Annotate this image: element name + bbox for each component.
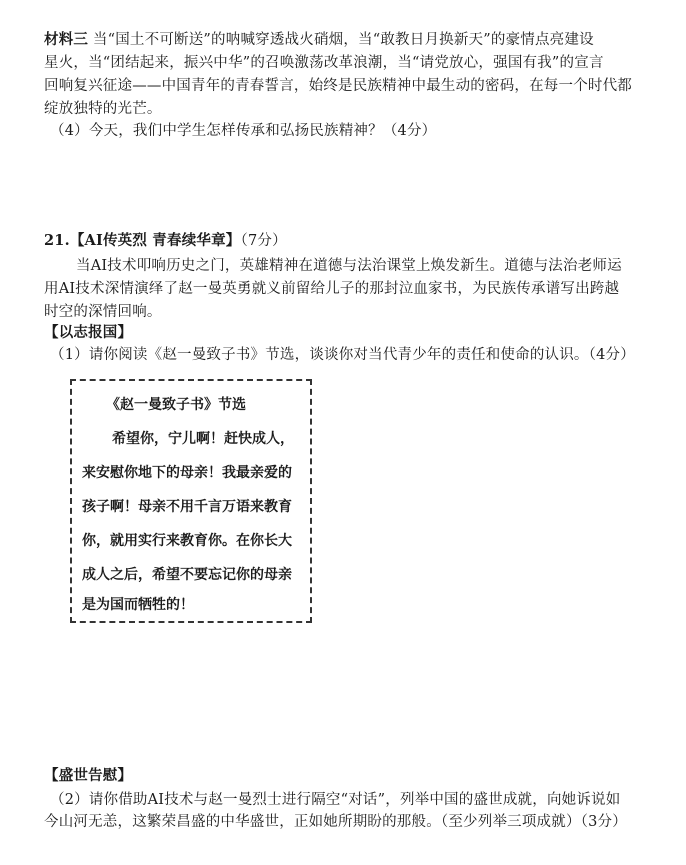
- question-21-intro-line-2: 用AI技术深情演绎了赵一曼英勇就义前留给儿子的那封泣血家书，为民族传承谱写出跨越: [44, 281, 620, 297]
- section-title-shengshigaowei: 【盛世告慰】: [44, 767, 133, 784]
- question-21-2-line-1: （2）请你借助AI技术与赵一曼烈士进行隔空“对话”，列举中国的盛世成就，向她诉说如: [50, 792, 621, 808]
- question-4: （4）今天，我们中学生怎样传承和弘扬民族精神？（4分）: [50, 123, 437, 139]
- question-21-1: （1）请你阅读《赵一曼致子书》节选，谈谈你对当代青少年的责任和使命的认识。（4分）: [50, 347, 635, 363]
- letter-line-2: 来安慰你地下的母亲！我最亲爱的: [82, 465, 292, 481]
- material3-line-3: 回响复兴征途——中国青年的青春誓言，始终是民族精神中最生动的密码，在每一个时代都: [44, 78, 632, 94]
- material3-line-1: [44, 30, 654, 50]
- section-title-yizhibaoguo: 【以志报国】: [44, 324, 133, 341]
- material3-line-4: 绽放独特的光芒。: [44, 101, 162, 117]
- question-21-heading: [44, 231, 654, 251]
- letter-line-6: 是为国而牺牲的！: [82, 597, 194, 613]
- question-21-intro-line-1: 当AI技术叩响历史之门，英雄精神在道德与法治课堂上焕发新生。道德与法治老师运: [76, 258, 622, 274]
- material3-line-2: 星火，当“团结起来，振兴中华”的召唤激荡改革浪潮，当“请党放心，强国有我”的宣言: [44, 55, 604, 71]
- question-21-2-line-2: 今山河无恙，这繁荣昌盛的中华盛世，正如她所期盼的那般。（至少列举三项成就）（3分）: [44, 814, 627, 830]
- material3-line-1-text: 当“国土不可断送”的呐喊穿透战火硝烟，当“敢教日月换新天”的豪情点亮建设: [88, 32, 594, 48]
- question-21-title: 【AI传英烈 青春续华章】: [69, 232, 241, 249]
- letter-line-3: 孩子啊！母亲不用千言万语来教育: [82, 499, 292, 515]
- material3-label: 材料三: [44, 31, 89, 48]
- letter-line-1: 希望你，宁儿啊！赶快成人，: [112, 431, 294, 447]
- question-21-number: 21.: [44, 232, 70, 249]
- letter-title: 《赵一曼致子书》节选: [106, 397, 246, 413]
- letter-line-5: 成人之后，希望不要忘记你的母亲: [82, 567, 292, 583]
- letter-line-4: 你，就用实行来教育你。在你长大: [82, 533, 292, 549]
- question-21-intro-line-3: 时空的深情回响。: [44, 304, 162, 320]
- question-21-score: （7分）: [240, 233, 287, 249]
- letter-excerpt-box: [70, 379, 312, 623]
